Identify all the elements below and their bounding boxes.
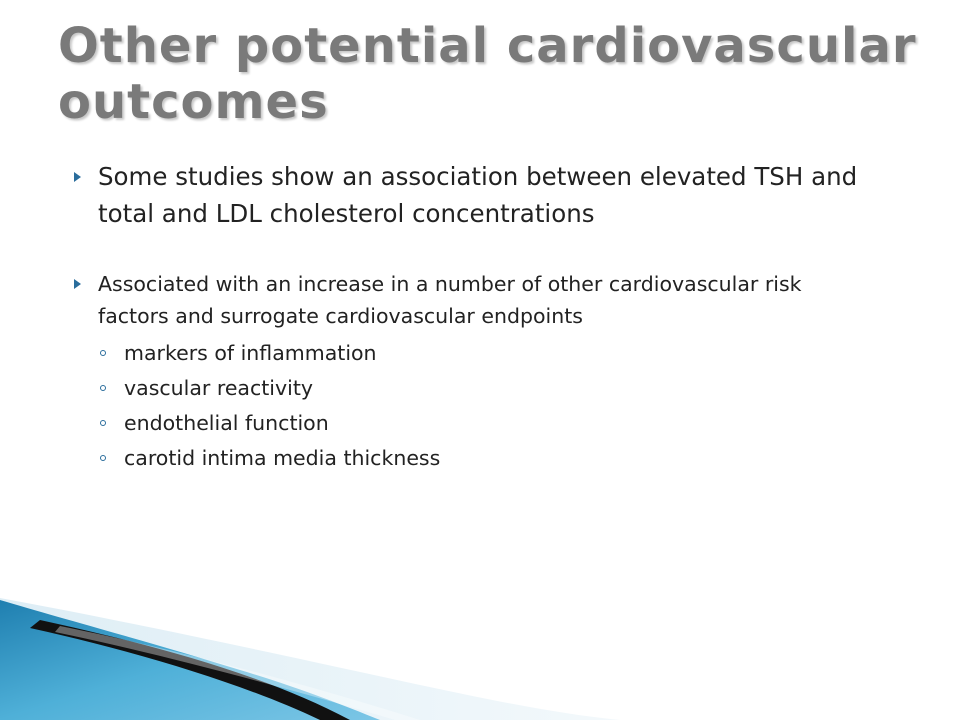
- sub-bullet-text: endothelial function: [124, 411, 329, 435]
- bullet-item: [72, 158, 872, 232]
- sub-bullet-text: vascular reactivity: [124, 376, 313, 400]
- sub-bullet-item: [98, 371, 872, 406]
- hollow-circle-bullet-icon: [100, 455, 106, 461]
- slide-title: Other potential cardiovascular outcomes: [58, 18, 917, 130]
- sub-bullet-text: carotid intima media thickness: [124, 446, 441, 470]
- bullet-text: Associated with an increase in a number of other cardiovascular risk factors and surrogate cardiovascular endpoints: [98, 272, 802, 328]
- bullet-text: Some studies show an association between elevated TSH and total and LDL cholesterol concentrations: [98, 162, 858, 228]
- hollow-circle-bullet-icon: [100, 350, 106, 356]
- sub-bullet-list: [98, 336, 872, 476]
- hollow-circle-bullet-icon: [100, 385, 106, 391]
- sub-bullet-item: [98, 336, 872, 371]
- sub-bullet-item: [98, 441, 872, 476]
- arrow-bullet-icon: [74, 172, 81, 182]
- arrow-bullet-icon: [74, 279, 81, 289]
- decorative-wave: [0, 590, 960, 720]
- sub-bullet-item: [98, 406, 872, 441]
- bullet-item: [72, 268, 872, 332]
- bullet-list: [72, 158, 872, 476]
- sub-bullet-text: markers of inflammation: [124, 341, 377, 365]
- hollow-circle-bullet-icon: [100, 420, 106, 426]
